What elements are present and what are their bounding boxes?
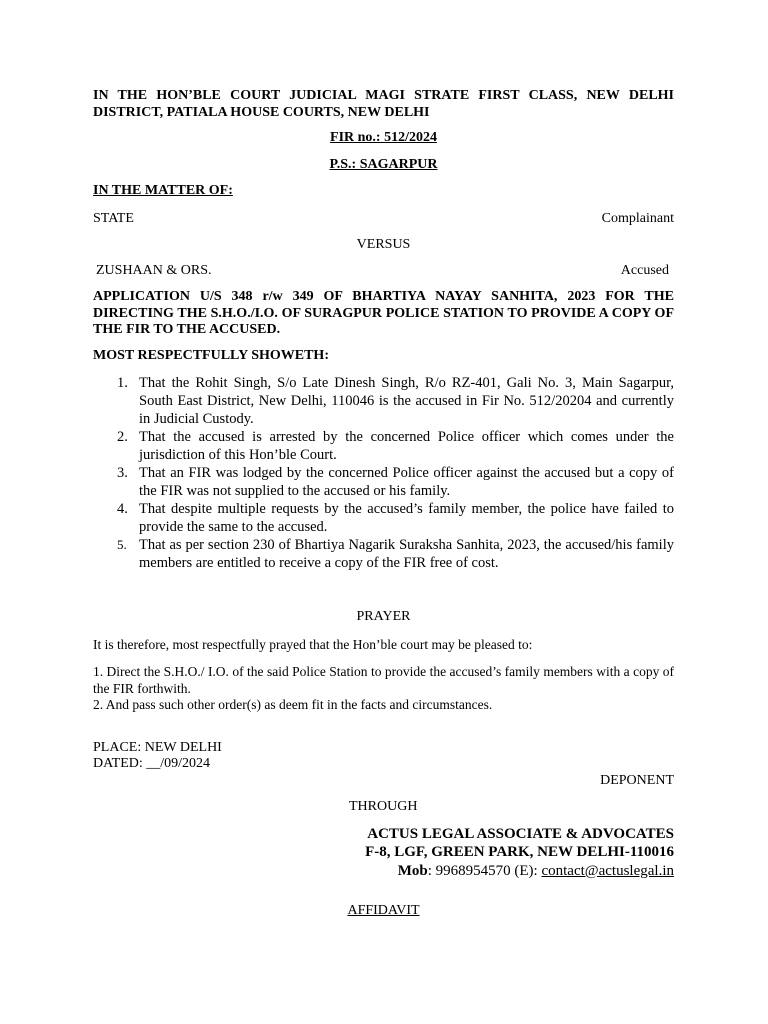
list-item bbox=[93, 374, 674, 428]
accused-name: ZUSHAAN & ORS. bbox=[96, 263, 212, 278]
prayer-heading: PRAYER bbox=[356, 609, 411, 624]
complainant-label: Complainant bbox=[601, 210, 674, 226]
dated-line: DATED: __/09/2024 bbox=[93, 756, 211, 771]
prayer-item-1: 1. Direct the S.H.O./ I.O. of the said Police Station to provide the accused’s family members with a copy of the FIR forthwith. bbox=[93, 664, 674, 696]
through-label: THROUGH bbox=[349, 799, 418, 814]
mob-label: Mob bbox=[397, 862, 428, 879]
accused-row bbox=[93, 263, 674, 279]
deponent-label: DEPONENT bbox=[600, 772, 674, 788]
fir-number: FIR no.: 512/2024 bbox=[330, 130, 437, 145]
versus-label: VERSUS bbox=[356, 236, 411, 252]
prayer-item-2: 2. And pass such other order(s) as deem fit in the facts and circumstances. bbox=[93, 697, 493, 712]
email-link[interactable]: contact@actuslegal.in bbox=[541, 862, 674, 879]
list-text: That despite multiple requests by the accused’s family member, the police have failed to provide the same to the accused. bbox=[139, 501, 674, 535]
list-item bbox=[93, 500, 674, 536]
accused-label: Accused bbox=[620, 263, 669, 278]
court-heading: IN THE HON’BLE COURT JUDICIAL MAGI STRATE FIRST CLASS, NEW DELHI DISTRICT, PATIALA HOUSE COURTS, NEW DELHI bbox=[93, 88, 674, 120]
place-line: PLACE: NEW DELHI bbox=[93, 739, 222, 755]
state-label: STATE bbox=[93, 210, 134, 226]
list-number: 2. bbox=[117, 429, 128, 445]
list-item bbox=[93, 428, 674, 464]
document-page bbox=[93, 86, 674, 920]
police-station: P.S.: SAGARPUR bbox=[329, 156, 438, 172]
prayer-list bbox=[93, 664, 674, 714]
firm-address: F-8, LGF, GREEN PARK, NEW DELHI-110016 bbox=[365, 844, 674, 860]
list-item bbox=[93, 464, 674, 500]
list-text: That an FIR was lodged by the concerned Police officer against the accused but a copy of the FIR was not supplied to the accused or his family. bbox=[139, 465, 674, 499]
application-title: APPLICATION U/S 348 r/w 349 OF BHARTIYA NAYAY SANHITA, 2023 FOR THE DIRECTING THE S.H.O./I.O. OF SURAGPUR POLICE STATION TO PROVIDE A COPY OF THE FIR TO THE ACCUSED. bbox=[93, 289, 674, 337]
list-item bbox=[93, 536, 674, 572]
firm-block bbox=[93, 825, 674, 881]
prayer-intro: It is therefore, most respectfully prayed that the Hon’ble court may be pleased to: bbox=[93, 636, 533, 652]
list-number: 5. bbox=[117, 537, 127, 552]
list-text: That as per section 230 of Bhartiya Nagarik Suraksha Sanhita, 2023, the accused/his family members are entitled to receive a copy of the FIR free of cost. bbox=[139, 537, 674, 571]
state-row bbox=[93, 211, 674, 227]
list-text: That the accused is arrested by the concerned Police officer which comes under the jurisdiction of this Hon’ble Court. bbox=[139, 429, 674, 463]
showeth-heading: MOST RESPECTFULLY SHOWETH: bbox=[93, 347, 329, 363]
matter-heading: IN THE MATTER OF: bbox=[93, 183, 233, 198]
firm-contact bbox=[93, 862, 674, 881]
mob-value: : 9968954570 (E): bbox=[427, 862, 542, 879]
list-text: That the Rohit Singh, S/o Late Dinesh Singh, R/o RZ-401, Gali No. 3, Main Sagarpur, South East District, New Delhi, 110046 is the accused in Fir No. 512/20204 and currently in Judicial Custody. bbox=[139, 375, 674, 427]
points-list bbox=[93, 374, 674, 572]
list-number: 4. bbox=[117, 501, 128, 517]
affidavit-heading: AFFIDAVIT bbox=[347, 903, 420, 918]
list-number: 1. bbox=[117, 375, 128, 391]
firm-name: ACTUS LEGAL ASSOCIATE & ADVOCATES bbox=[367, 825, 674, 842]
list-number: 3. bbox=[117, 465, 128, 481]
